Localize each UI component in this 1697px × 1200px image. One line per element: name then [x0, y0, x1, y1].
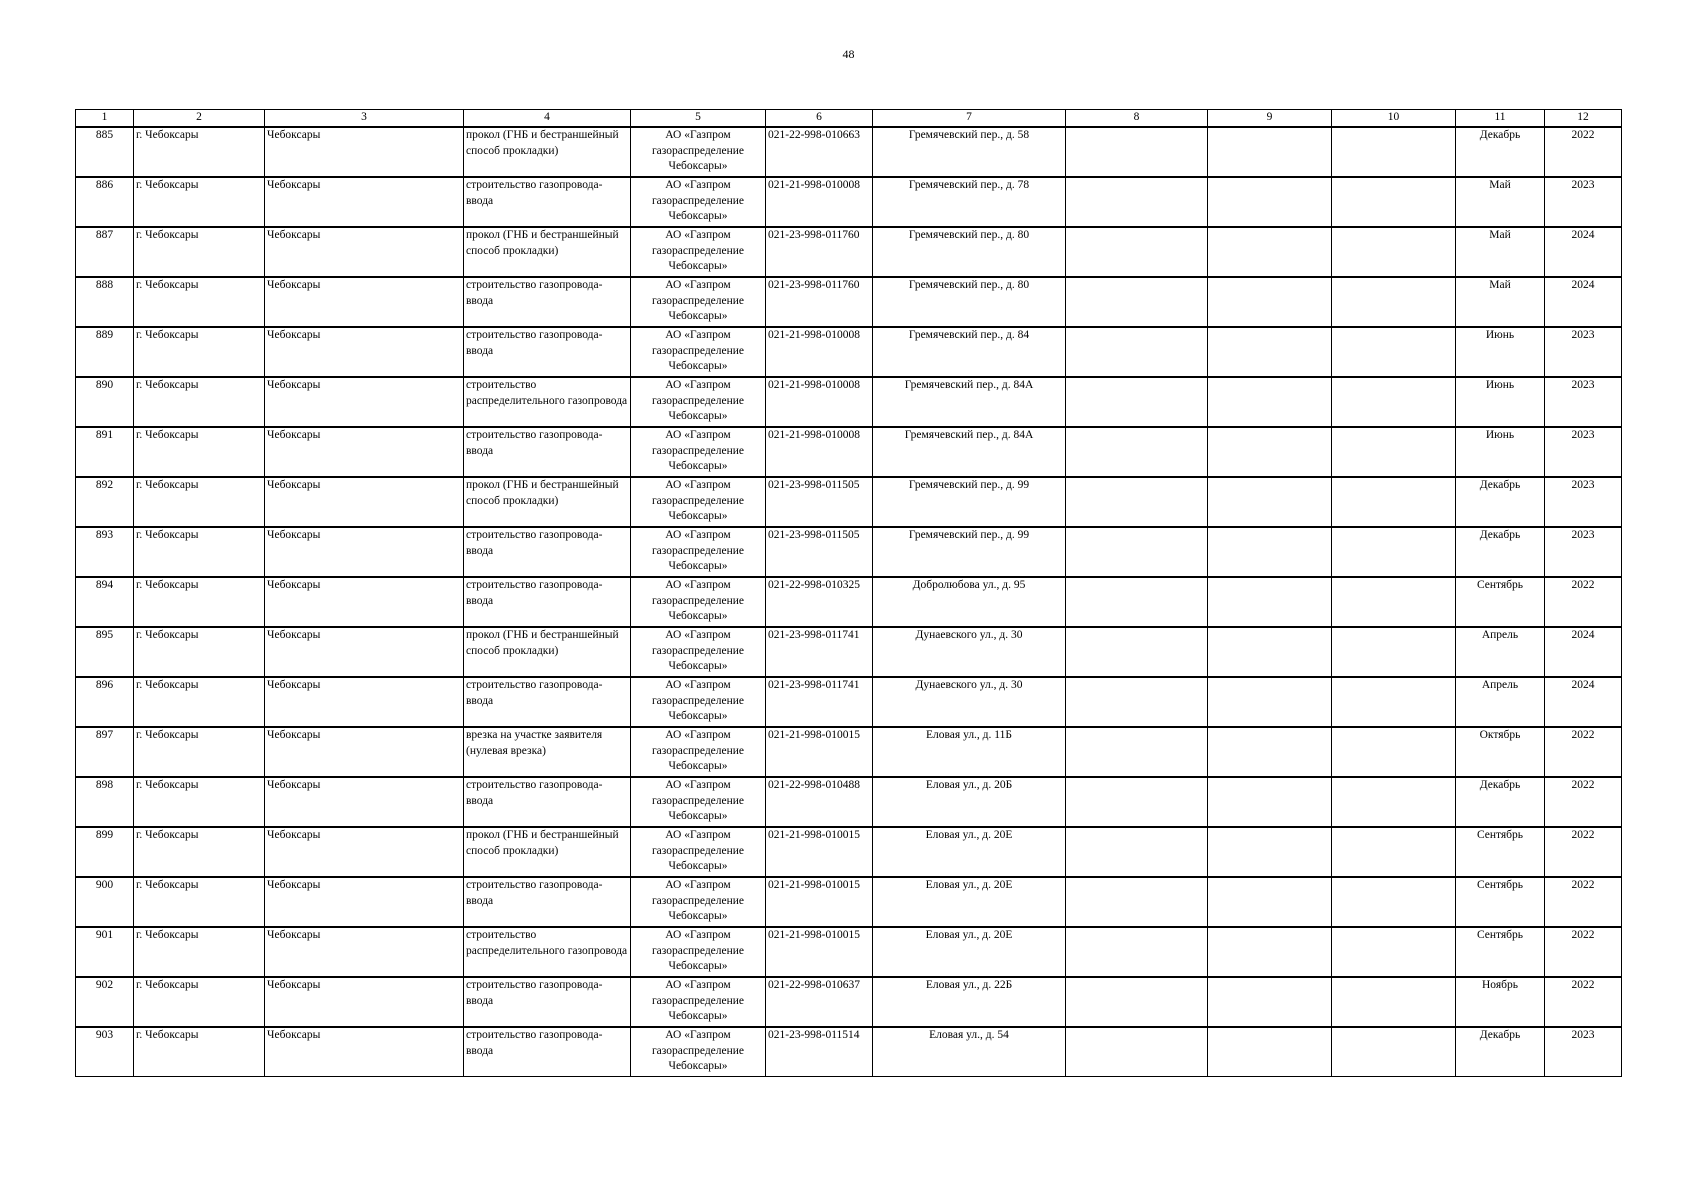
column-8-cell — [1066, 177, 1208, 227]
city-cell: г. Чебоксары — [134, 977, 265, 1027]
work-type-cell: строительство газопровода-ввода — [464, 277, 631, 327]
work-type-cell: строительство распределительного газопровода — [464, 377, 631, 427]
district-cell: Чебоксары — [265, 177, 464, 227]
column-8-cell — [1066, 977, 1208, 1027]
month-cell: Апрель — [1456, 627, 1545, 677]
column-9-cell — [1208, 277, 1332, 327]
column-9-cell — [1208, 577, 1332, 627]
table-row — [76, 577, 1622, 627]
column-8-cell — [1066, 377, 1208, 427]
column-9-cell — [1208, 477, 1332, 527]
address-cell: Гремячевский пер., д. 84А — [873, 377, 1066, 427]
year-cell: 2024 — [1545, 277, 1622, 327]
column-10-cell — [1332, 177, 1456, 227]
year-cell: 2023 — [1545, 1027, 1622, 1077]
work-type-cell: прокол (ГНБ и бестраншейный способ прокладки) — [464, 477, 631, 527]
table-row — [76, 477, 1622, 527]
column-header-6: 6 — [766, 110, 873, 128]
address-cell: Гремячевский пер., д. 80 — [873, 277, 1066, 327]
code-cell: 021-22-998-010488 — [766, 777, 873, 827]
column-header-3: 3 — [265, 110, 464, 128]
organization-cell: АО «Газпром газораспределение Чебоксары» — [631, 727, 766, 777]
organization-cell: АО «Газпром газораспределение Чебоксары» — [631, 477, 766, 527]
table-row — [76, 727, 1622, 777]
page-number: 48 — [842, 47, 855, 61]
row-number: 888 — [76, 277, 134, 327]
code-cell: 021-22-998-010637 — [766, 977, 873, 1027]
row-number: 885 — [76, 127, 134, 177]
year-cell: 2022 — [1545, 127, 1622, 177]
work-type-cell: строительство газопровода-ввода — [464, 177, 631, 227]
column-8-cell — [1066, 327, 1208, 377]
year-cell: 2023 — [1545, 177, 1622, 227]
district-cell: Чебоксары — [265, 327, 464, 377]
city-cell: г. Чебоксары — [134, 927, 265, 977]
city-cell: г. Чебоксары — [134, 677, 265, 727]
column-8-cell — [1066, 727, 1208, 777]
row-number: 902 — [76, 977, 134, 1027]
organization-cell: АО «Газпром газораспределение Чебоксары» — [631, 927, 766, 977]
month-cell: Июнь — [1456, 377, 1545, 427]
work-type-cell: строительство газопровода-ввода — [464, 1027, 631, 1077]
city-cell: г. Чебоксары — [134, 577, 265, 627]
table-row — [76, 677, 1622, 727]
column-9-cell — [1208, 827, 1332, 877]
organization-cell: АО «Газпром газораспределение Чебоксары» — [631, 827, 766, 877]
code-cell: 021-21-998-010008 — [766, 427, 873, 477]
table-row — [76, 877, 1622, 927]
column-8-cell — [1066, 1027, 1208, 1077]
table-row — [76, 277, 1622, 327]
district-cell: Чебоксары — [265, 427, 464, 477]
year-cell: 2023 — [1545, 327, 1622, 377]
address-cell: Еловая ул., д. 54 — [873, 1027, 1066, 1077]
work-type-cell: строительство газопровода-ввода — [464, 327, 631, 377]
column-10-cell — [1332, 327, 1456, 377]
month-cell: Декабрь — [1456, 127, 1545, 177]
work-type-cell: строительство распределительного газопровода — [464, 927, 631, 977]
code-cell: 021-23-998-011760 — [766, 277, 873, 327]
column-10-cell — [1332, 677, 1456, 727]
organization-cell: АО «Газпром газораспределение Чебоксары» — [631, 177, 766, 227]
city-cell: г. Чебоксары — [134, 727, 265, 777]
data-table — [75, 109, 1622, 1077]
address-cell: Гремячевский пер., д. 99 — [873, 477, 1066, 527]
year-cell: 2022 — [1545, 927, 1622, 977]
row-number: 894 — [76, 577, 134, 627]
column-10-cell — [1332, 1027, 1456, 1077]
table-row — [76, 977, 1622, 1027]
code-cell: 021-23-998-011760 — [766, 227, 873, 277]
year-cell: 2024 — [1545, 677, 1622, 727]
city-cell: г. Чебоксары — [134, 477, 265, 527]
code-cell: 021-21-998-010008 — [766, 177, 873, 227]
year-cell: 2022 — [1545, 727, 1622, 777]
column-9-cell — [1208, 877, 1332, 927]
city-cell: г. Чебоксары — [134, 527, 265, 577]
column-header-4: 4 — [464, 110, 631, 128]
address-cell: Дунаевского ул., д. 30 — [873, 677, 1066, 727]
work-type-cell: строительство газопровода-ввода — [464, 427, 631, 477]
city-cell: г. Чебоксары — [134, 627, 265, 677]
month-cell: Май — [1456, 177, 1545, 227]
month-cell: Сентябрь — [1456, 927, 1545, 977]
district-cell: Чебоксары — [265, 527, 464, 577]
district-cell: Чебоксары — [265, 977, 464, 1027]
column-8-cell — [1066, 127, 1208, 177]
district-cell: Чебоксары — [265, 927, 464, 977]
year-cell: 2022 — [1545, 977, 1622, 1027]
organization-cell: АО «Газпром газораспределение Чебоксары» — [631, 877, 766, 927]
code-cell: 021-23-998-011741 — [766, 677, 873, 727]
code-cell: 021-21-998-010008 — [766, 377, 873, 427]
organization-cell: АО «Газпром газораспределение Чебоксары» — [631, 527, 766, 577]
column-8-cell — [1066, 827, 1208, 877]
year-cell: 2023 — [1545, 527, 1622, 577]
city-cell: г. Чебоксары — [134, 327, 265, 377]
column-9-cell — [1208, 327, 1332, 377]
address-cell: Добролюбова ул., д. 95 — [873, 577, 1066, 627]
column-header-10: 10 — [1332, 110, 1456, 128]
work-type-cell: прокол (ГНБ и бестраншейный способ прокладки) — [464, 227, 631, 277]
code-cell: 021-22-998-010663 — [766, 127, 873, 177]
address-cell: Гремячевский пер., д. 84 — [873, 327, 1066, 377]
organization-cell: АО «Газпром газораспределение Чебоксары» — [631, 377, 766, 427]
month-cell: Апрель — [1456, 677, 1545, 727]
year-cell: 2022 — [1545, 877, 1622, 927]
row-number: 898 — [76, 777, 134, 827]
city-cell: г. Чебоксары — [134, 227, 265, 277]
column-10-cell — [1332, 827, 1456, 877]
code-cell: 021-21-998-010015 — [766, 927, 873, 977]
table-row — [76, 927, 1622, 977]
column-9-cell — [1208, 627, 1332, 677]
city-cell: г. Чебоксары — [134, 277, 265, 327]
table-row — [76, 527, 1622, 577]
organization-cell: АО «Газпром газораспределение Чебоксары» — [631, 427, 766, 477]
address-cell: Гремячевский пер., д. 99 — [873, 527, 1066, 577]
table-row — [76, 177, 1622, 227]
row-number: 886 — [76, 177, 134, 227]
year-cell: 2023 — [1545, 427, 1622, 477]
work-type-cell: прокол (ГНБ и бестраншейный способ прокладки) — [464, 827, 631, 877]
column-8-cell — [1066, 927, 1208, 977]
district-cell: Чебоксары — [265, 827, 464, 877]
table-row — [76, 227, 1622, 277]
column-9-cell — [1208, 377, 1332, 427]
column-9-cell — [1208, 777, 1332, 827]
work-type-cell: прокол (ГНБ и бестраншейный способ прокладки) — [464, 627, 631, 677]
column-10-cell — [1332, 377, 1456, 427]
table-row — [76, 827, 1622, 877]
column-8-cell — [1066, 627, 1208, 677]
table-row — [76, 777, 1622, 827]
table-row — [76, 427, 1622, 477]
column-header-11: 11 — [1456, 110, 1545, 128]
organization-cell: АО «Газпром газораспределение Чебоксары» — [631, 977, 766, 1027]
table-row — [76, 627, 1622, 677]
city-cell: г. Чебоксары — [134, 127, 265, 177]
column-8-cell — [1066, 777, 1208, 827]
work-type-cell: строительство газопровода-ввода — [464, 677, 631, 727]
table-row — [76, 327, 1622, 377]
city-cell: г. Чебоксары — [134, 877, 265, 927]
row-number: 892 — [76, 477, 134, 527]
column-9-cell — [1208, 227, 1332, 277]
column-header-12: 12 — [1545, 110, 1622, 128]
district-cell: Чебоксары — [265, 777, 464, 827]
month-cell: Октябрь — [1456, 727, 1545, 777]
column-9-cell — [1208, 727, 1332, 777]
column-header-2: 2 — [134, 110, 265, 128]
row-number: 899 — [76, 827, 134, 877]
code-cell: 021-21-998-010008 — [766, 327, 873, 377]
column-10-cell — [1332, 627, 1456, 677]
month-cell: Декабрь — [1456, 477, 1545, 527]
column-10-cell — [1332, 877, 1456, 927]
column-8-cell — [1066, 477, 1208, 527]
city-cell: г. Чебоксары — [134, 427, 265, 477]
code-cell: 021-23-998-011505 — [766, 477, 873, 527]
organization-cell: АО «Газпром газораспределение Чебоксары» — [631, 327, 766, 377]
column-8-cell — [1066, 677, 1208, 727]
city-cell: г. Чебоксары — [134, 777, 265, 827]
column-8-cell — [1066, 227, 1208, 277]
column-8-cell — [1066, 877, 1208, 927]
row-number: 896 — [76, 677, 134, 727]
work-type-cell: строительство газопровода-ввода — [464, 577, 631, 627]
address-cell: Гремячевский пер., д. 58 — [873, 127, 1066, 177]
column-10-cell — [1332, 927, 1456, 977]
column-10-cell — [1332, 527, 1456, 577]
district-cell: Чебоксары — [265, 277, 464, 327]
year-cell: 2024 — [1545, 627, 1622, 677]
work-type-cell: строительство газопровода-ввода — [464, 777, 631, 827]
district-cell: Чебоксары — [265, 877, 464, 927]
month-cell: Декабрь — [1456, 1027, 1545, 1077]
row-number: 903 — [76, 1027, 134, 1077]
district-cell: Чебоксары — [265, 477, 464, 527]
column-9-cell — [1208, 177, 1332, 227]
work-type-cell: врезка на участке заявителя (нулевая врезка) — [464, 727, 631, 777]
work-type-cell: строительство газопровода-ввода — [464, 977, 631, 1027]
work-type-cell: строительство газопровода-ввода — [464, 527, 631, 577]
district-cell: Чебоксары — [265, 577, 464, 627]
address-cell: Еловая ул., д. 22Б — [873, 977, 1066, 1027]
column-10-cell — [1332, 277, 1456, 327]
month-cell: Сентябрь — [1456, 877, 1545, 927]
address-cell: Еловая ул., д. 11Б — [873, 727, 1066, 777]
year-cell: 2023 — [1545, 377, 1622, 427]
organization-cell: АО «Газпром газораспределение Чебоксары» — [631, 1027, 766, 1077]
column-9-cell — [1208, 927, 1332, 977]
city-cell: г. Чебоксары — [134, 377, 265, 427]
district-cell: Чебоксары — [265, 227, 464, 277]
year-cell: 2022 — [1545, 827, 1622, 877]
row-number: 895 — [76, 627, 134, 677]
column-8-cell — [1066, 527, 1208, 577]
code-cell: 021-21-998-010015 — [766, 877, 873, 927]
month-cell: Май — [1456, 227, 1545, 277]
organization-cell: АО «Газпром газораспределение Чебоксары» — [631, 227, 766, 277]
table-row — [76, 377, 1622, 427]
column-10-cell — [1332, 477, 1456, 527]
city-cell: г. Чебоксары — [134, 827, 265, 877]
city-cell: г. Чебоксары — [134, 1027, 265, 1077]
year-cell: 2022 — [1545, 777, 1622, 827]
column-9-cell — [1208, 677, 1332, 727]
month-cell: Декабрь — [1456, 527, 1545, 577]
column-8-cell — [1066, 277, 1208, 327]
month-cell: Май — [1456, 277, 1545, 327]
city-cell: г. Чебоксары — [134, 177, 265, 227]
district-cell: Чебоксары — [265, 727, 464, 777]
column-9-cell — [1208, 1027, 1332, 1077]
address-cell: Гремячевский пер., д. 78 — [873, 177, 1066, 227]
address-cell: Еловая ул., д. 20Е — [873, 927, 1066, 977]
row-number: 891 — [76, 427, 134, 477]
row-number: 901 — [76, 927, 134, 977]
column-9-cell — [1208, 127, 1332, 177]
column-9-cell — [1208, 527, 1332, 577]
column-header-9: 9 — [1208, 110, 1332, 128]
code-cell: 021-23-998-011505 — [766, 527, 873, 577]
district-cell: Чебоксары — [265, 1027, 464, 1077]
table-row — [76, 1027, 1622, 1077]
month-cell: Июнь — [1456, 327, 1545, 377]
district-cell: Чебоксары — [265, 127, 464, 177]
month-cell: Сентябрь — [1456, 577, 1545, 627]
column-9-cell — [1208, 427, 1332, 477]
column-10-cell — [1332, 577, 1456, 627]
row-number: 887 — [76, 227, 134, 277]
address-cell: Еловая ул., д. 20Б — [873, 777, 1066, 827]
organization-cell: АО «Газпром газораспределение Чебоксары» — [631, 677, 766, 727]
district-cell: Чебоксары — [265, 377, 464, 427]
column-header-7: 7 — [873, 110, 1066, 128]
column-10-cell — [1332, 427, 1456, 477]
month-cell: Декабрь — [1456, 777, 1545, 827]
organization-cell: АО «Газпром газораспределение Чебоксары» — [631, 627, 766, 677]
code-cell: 021-21-998-010015 — [766, 727, 873, 777]
column-header-5: 5 — [631, 110, 766, 128]
month-cell: Ноябрь — [1456, 977, 1545, 1027]
column-header-8: 8 — [1066, 110, 1208, 128]
code-cell: 021-22-998-010325 — [766, 577, 873, 627]
column-10-cell — [1332, 227, 1456, 277]
column-10-cell — [1332, 777, 1456, 827]
row-number: 889 — [76, 327, 134, 377]
work-type-cell: прокол (ГНБ и бестраншейный способ прокладки) — [464, 127, 631, 177]
organization-cell: АО «Газпром газораспределение Чебоксары» — [631, 777, 766, 827]
address-cell: Гремячевский пер., д. 84А — [873, 427, 1066, 477]
code-cell: 021-21-998-010015 — [766, 827, 873, 877]
address-cell: Еловая ул., д. 20Е — [873, 827, 1066, 877]
month-cell: Сентябрь — [1456, 827, 1545, 877]
column-10-cell — [1332, 127, 1456, 177]
column-10-cell — [1332, 727, 1456, 777]
organization-cell: АО «Газпром газораспределение Чебоксары» — [631, 127, 766, 177]
row-number: 890 — [76, 377, 134, 427]
code-cell: 021-23-998-011741 — [766, 627, 873, 677]
column-8-cell — [1066, 427, 1208, 477]
code-cell: 021-23-998-011514 — [766, 1027, 873, 1077]
organization-cell: АО «Газпром газораспределение Чебоксары» — [631, 577, 766, 627]
row-number: 893 — [76, 527, 134, 577]
column-10-cell — [1332, 977, 1456, 1027]
column-header-1: 1 — [76, 110, 134, 128]
row-number: 897 — [76, 727, 134, 777]
header-row — [76, 110, 1622, 128]
month-cell: Июнь — [1456, 427, 1545, 477]
district-cell: Чебоксары — [265, 627, 464, 677]
address-cell: Еловая ул., д. 20Е — [873, 877, 1066, 927]
table-row — [76, 127, 1622, 177]
work-type-cell: строительство газопровода-ввода — [464, 877, 631, 927]
year-cell: 2023 — [1545, 477, 1622, 527]
year-cell: 2024 — [1545, 227, 1622, 277]
district-cell: Чебоксары — [265, 677, 464, 727]
row-number: 900 — [76, 877, 134, 927]
address-cell: Гремячевский пер., д. 80 — [873, 227, 1066, 277]
organization-cell: АО «Газпром газораспределение Чебоксары» — [631, 277, 766, 327]
year-cell: 2022 — [1545, 577, 1622, 627]
column-9-cell — [1208, 977, 1332, 1027]
column-8-cell — [1066, 577, 1208, 627]
address-cell: Дунаевского ул., д. 30 — [873, 627, 1066, 677]
